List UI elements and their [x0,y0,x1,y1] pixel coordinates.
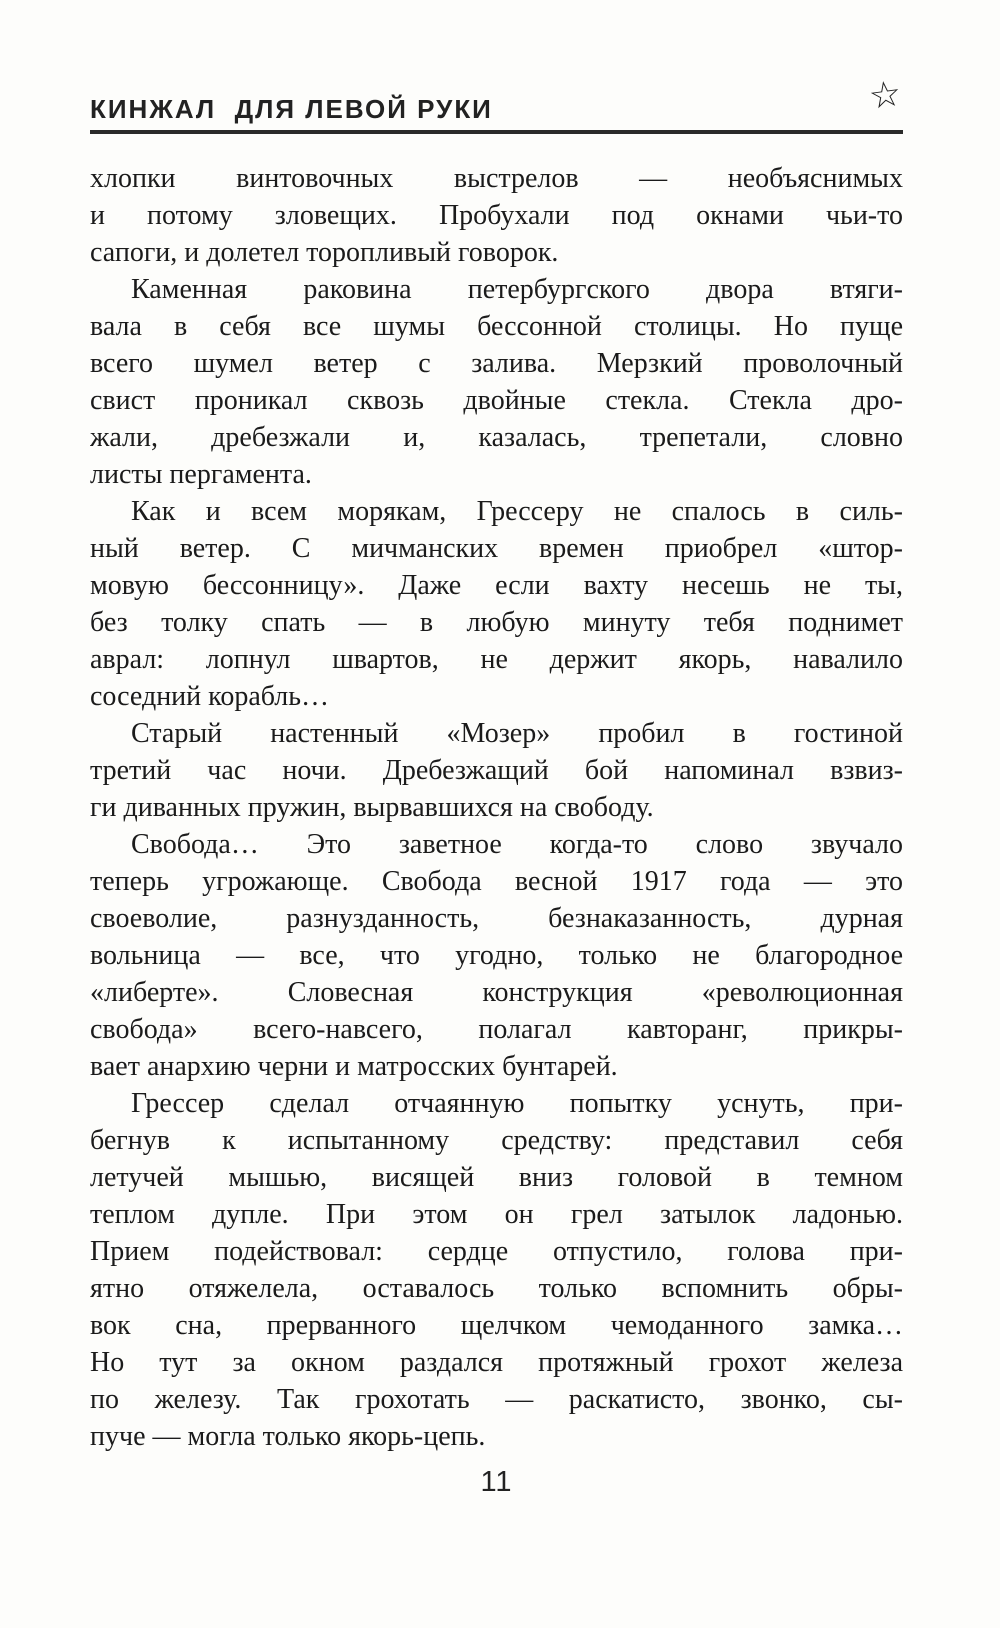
text-line: вает анархию черни и матросских бунтарей. [90,1051,618,1082]
text-line: вольница — все, что угодно, только не благородное [90,940,903,971]
text-line: бегнув к испытанному средству: представил себя [90,1125,903,1156]
text-line: Свобода… Это заветное когда-то слово звучало [131,829,903,860]
body-text [90,160,903,1455]
text-line: листы пергамента. [90,459,312,490]
star-icon: ☆ [865,72,904,119]
text-line: Прием подействовал: сердце отпустило, голова при- [90,1236,903,1267]
text-line: ятно отяжелела, оставалось только вспомнить обры- [90,1273,903,1304]
text-line: «либерте». Словесная конструкция «революционная [90,977,903,1008]
paragraph [90,271,903,493]
text-line: аврал: лопнул швартов, не держит якорь, навалило [90,644,903,675]
paragraph [90,493,903,715]
page-footer [90,1466,903,1499]
paragraph [90,826,903,1085]
paragraph [90,715,903,826]
text-line: ный ветер. С мичманских времен приобрел «штор- [90,533,903,564]
running-header [90,72,904,126]
text-line: без толку спать — в любую минуту тебя поднимет [90,607,903,638]
header-rule [90,130,903,134]
text-line: свист проникал сквозь двойные стекла. Стекла дро- [90,385,903,416]
text-line: соседний корабль… [90,681,330,712]
text-line: теплом дупле. При этом он грел затылок ладонью. [90,1199,903,1230]
text-line: хлопки винтовочных выстрелов — необъяснимых [90,163,903,194]
text-line: вок сна, прерванного щелчком чемоданного замка… [90,1310,903,1341]
text-line: своеволие, разнузданность, безнаказанность, дурная [90,903,903,934]
text-line: и потому зловещих. Пробухали под окнами чьи-то [90,200,903,231]
text-line: ги диванных пружин, вырвавшихся на свободу. [90,792,654,823]
text-line: свобода» всего-навсего, полагал кавторанг, прикры- [90,1014,903,1045]
text-line: Как и всем морякам, Грессеру не спалось в силь- [131,496,903,527]
text-line: мовую бессонницу». Даже если вахту несешь не ты, [90,570,903,601]
paragraph [90,160,903,271]
paragraph [90,1085,903,1455]
text-line: вала в себя все шумы бессонной столицы. Но пуще [90,311,903,342]
text-line: пуче — могла только якорь-цепь. [90,1421,486,1452]
text-line: всего шумел ветер с залива. Мерзкий проволочный [90,348,903,379]
text-line: Старый настенный «Мозер» пробил в гостиной [131,718,903,749]
text-line: Грессер сделал отчаянную попытку уснуть, при- [131,1088,903,1119]
text-line: третий час ночи. Дребезжащий бой напоминал взвиз- [90,755,903,786]
running-header-title: КИНЖАЛ ДЛЯ ЛЕВОЙ РУКИ [90,94,493,124]
text-line: Но тут за окном раздался протяжный грохот железа [90,1347,903,1378]
text-line: сапоги, и долетел торопливый говорок. [90,237,559,268]
text-line: жали, дребезжали и, казалась, трепетали, словно [90,422,903,453]
text-line: летучей мышью, висящей вниз головой в темном [90,1162,903,1193]
text-line: Каменная раковина петербургского двора втяги- [131,274,903,305]
text-line: теперь угрожающе. Свобода весной 1917 года — это [90,866,903,897]
page-number: 11 [480,1466,513,1498]
text-line: по железу. Так грохотать — раскатисто, звонко, сы- [90,1384,903,1415]
